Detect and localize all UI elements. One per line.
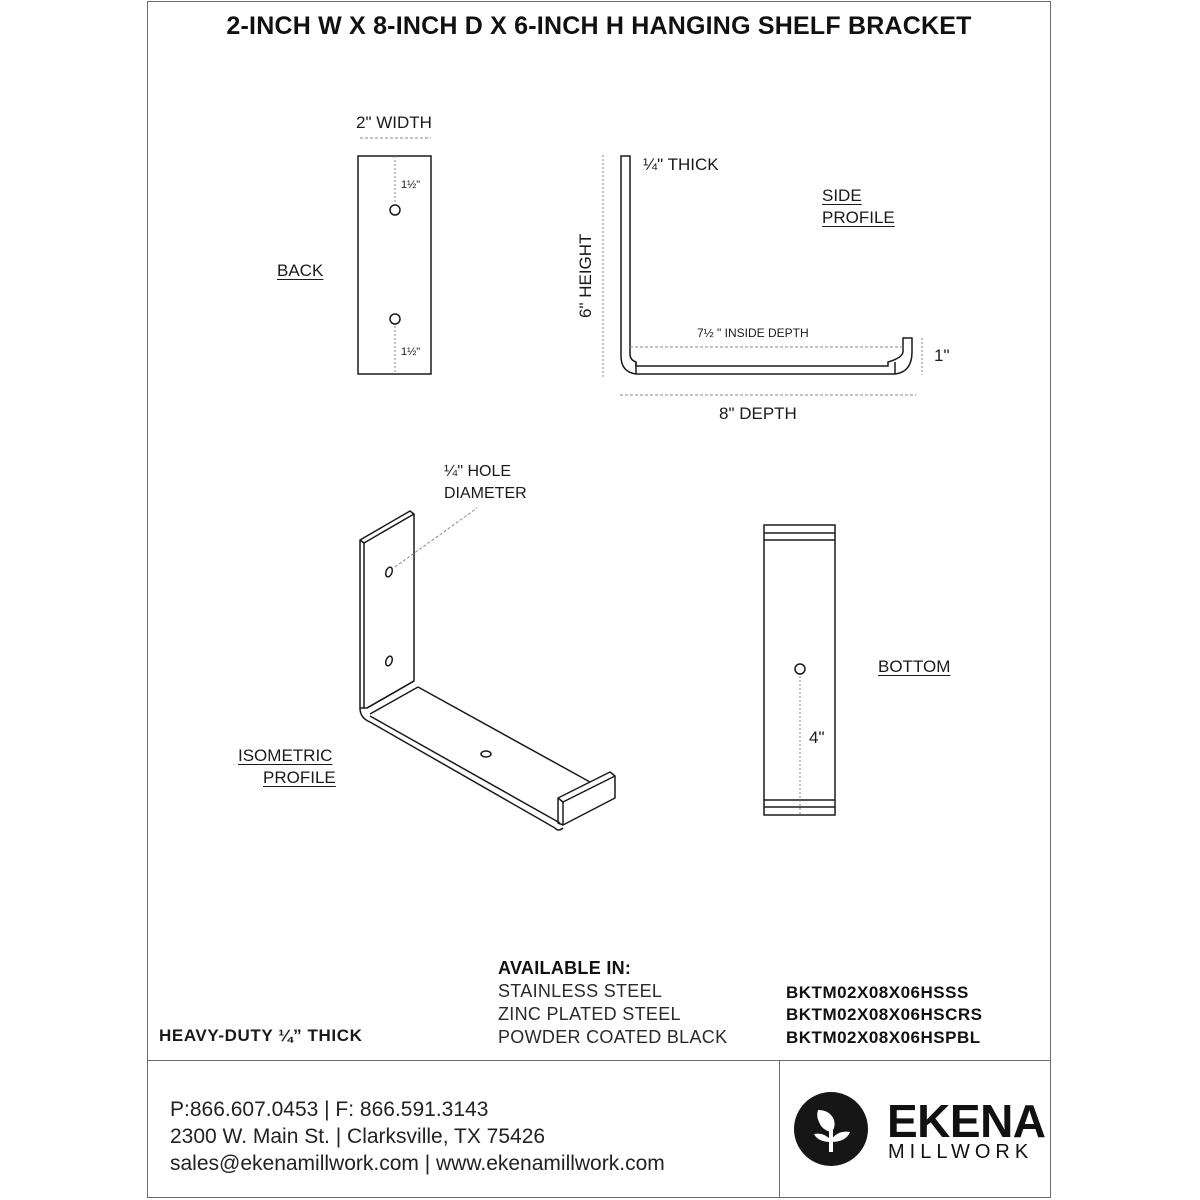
back-view-label: BACK: [277, 261, 324, 280]
depth-label: 8" DEPTH: [719, 404, 797, 423]
isometric-label-line1: ISOMETRIC: [238, 746, 333, 765]
back-view-drawing: [358, 138, 431, 374]
footer-vertical-divider: [779, 1060, 780, 1198]
brand-name: EKENA: [887, 1095, 1046, 1147]
bottom-view-label: BOTTOM: [878, 657, 951, 676]
finish-option: ZINC PLATED STEEL: [498, 1004, 681, 1024]
side-profile-label-line1: SIDE: [822, 186, 862, 205]
finish-option: POWDER COATED BLACK: [498, 1027, 728, 1047]
finish-option: STAINLESS STEEL: [498, 981, 663, 1001]
lip-height-label: 1": [934, 346, 950, 365]
sku-code: BKTM02X08X06HSPBL: [786, 1028, 981, 1047]
leaf-sprout-icon: [794, 1092, 868, 1166]
page-title: 2-INCH W X 8-INCH D X 6-INCH H HANGING SHELF BRACKET: [226, 12, 972, 40]
inside-depth-label: 7½ " INSIDE DEPTH: [697, 326, 809, 340]
email-web-line: sales@ekenamillwork.com | www.ekenamillwork.com: [170, 1152, 665, 1175]
thickness-label: ¼" THICK: [643, 155, 719, 174]
sku-code: BKTM02X08X06HSCRS: [786, 1005, 983, 1024]
hole-diameter-label-line2: DIAMETER: [444, 485, 527, 502]
phone-fax-line: P:866.607.0453 | F: 866.591.3143: [170, 1098, 489, 1121]
bottom-view-drawing: [764, 525, 835, 815]
side-profile-drawing: [603, 155, 922, 395]
back-width-label: 2" WIDTH: [356, 113, 432, 132]
bottom-hole-offset: 4": [809, 728, 825, 747]
available-in-heading: AVAILABLE IN:: [498, 958, 632, 978]
footer-divider: [147, 1060, 1051, 1061]
side-profile-label-line2: PROFILE: [822, 208, 895, 227]
back-top-hole-offset: 1½": [401, 179, 421, 191]
isometric-drawing: [360, 508, 615, 830]
heavy-duty-label: HEAVY-DUTY ¼” THICK: [159, 1026, 363, 1045]
sku-code: BKTM02X08X06HSSS: [786, 983, 969, 1002]
isometric-label-line2: PROFILE: [263, 768, 336, 787]
height-label: 6" HEIGHT: [576, 233, 595, 318]
hole-diameter-label-line1: ¼" HOLE: [444, 463, 512, 480]
brand-subtitle: MILLWORK: [888, 1141, 1034, 1163]
back-bottom-hole-offset: 1½": [401, 346, 421, 358]
address-line: 2300 W. Main St. | Clarksville, TX 75426: [170, 1125, 546, 1148]
